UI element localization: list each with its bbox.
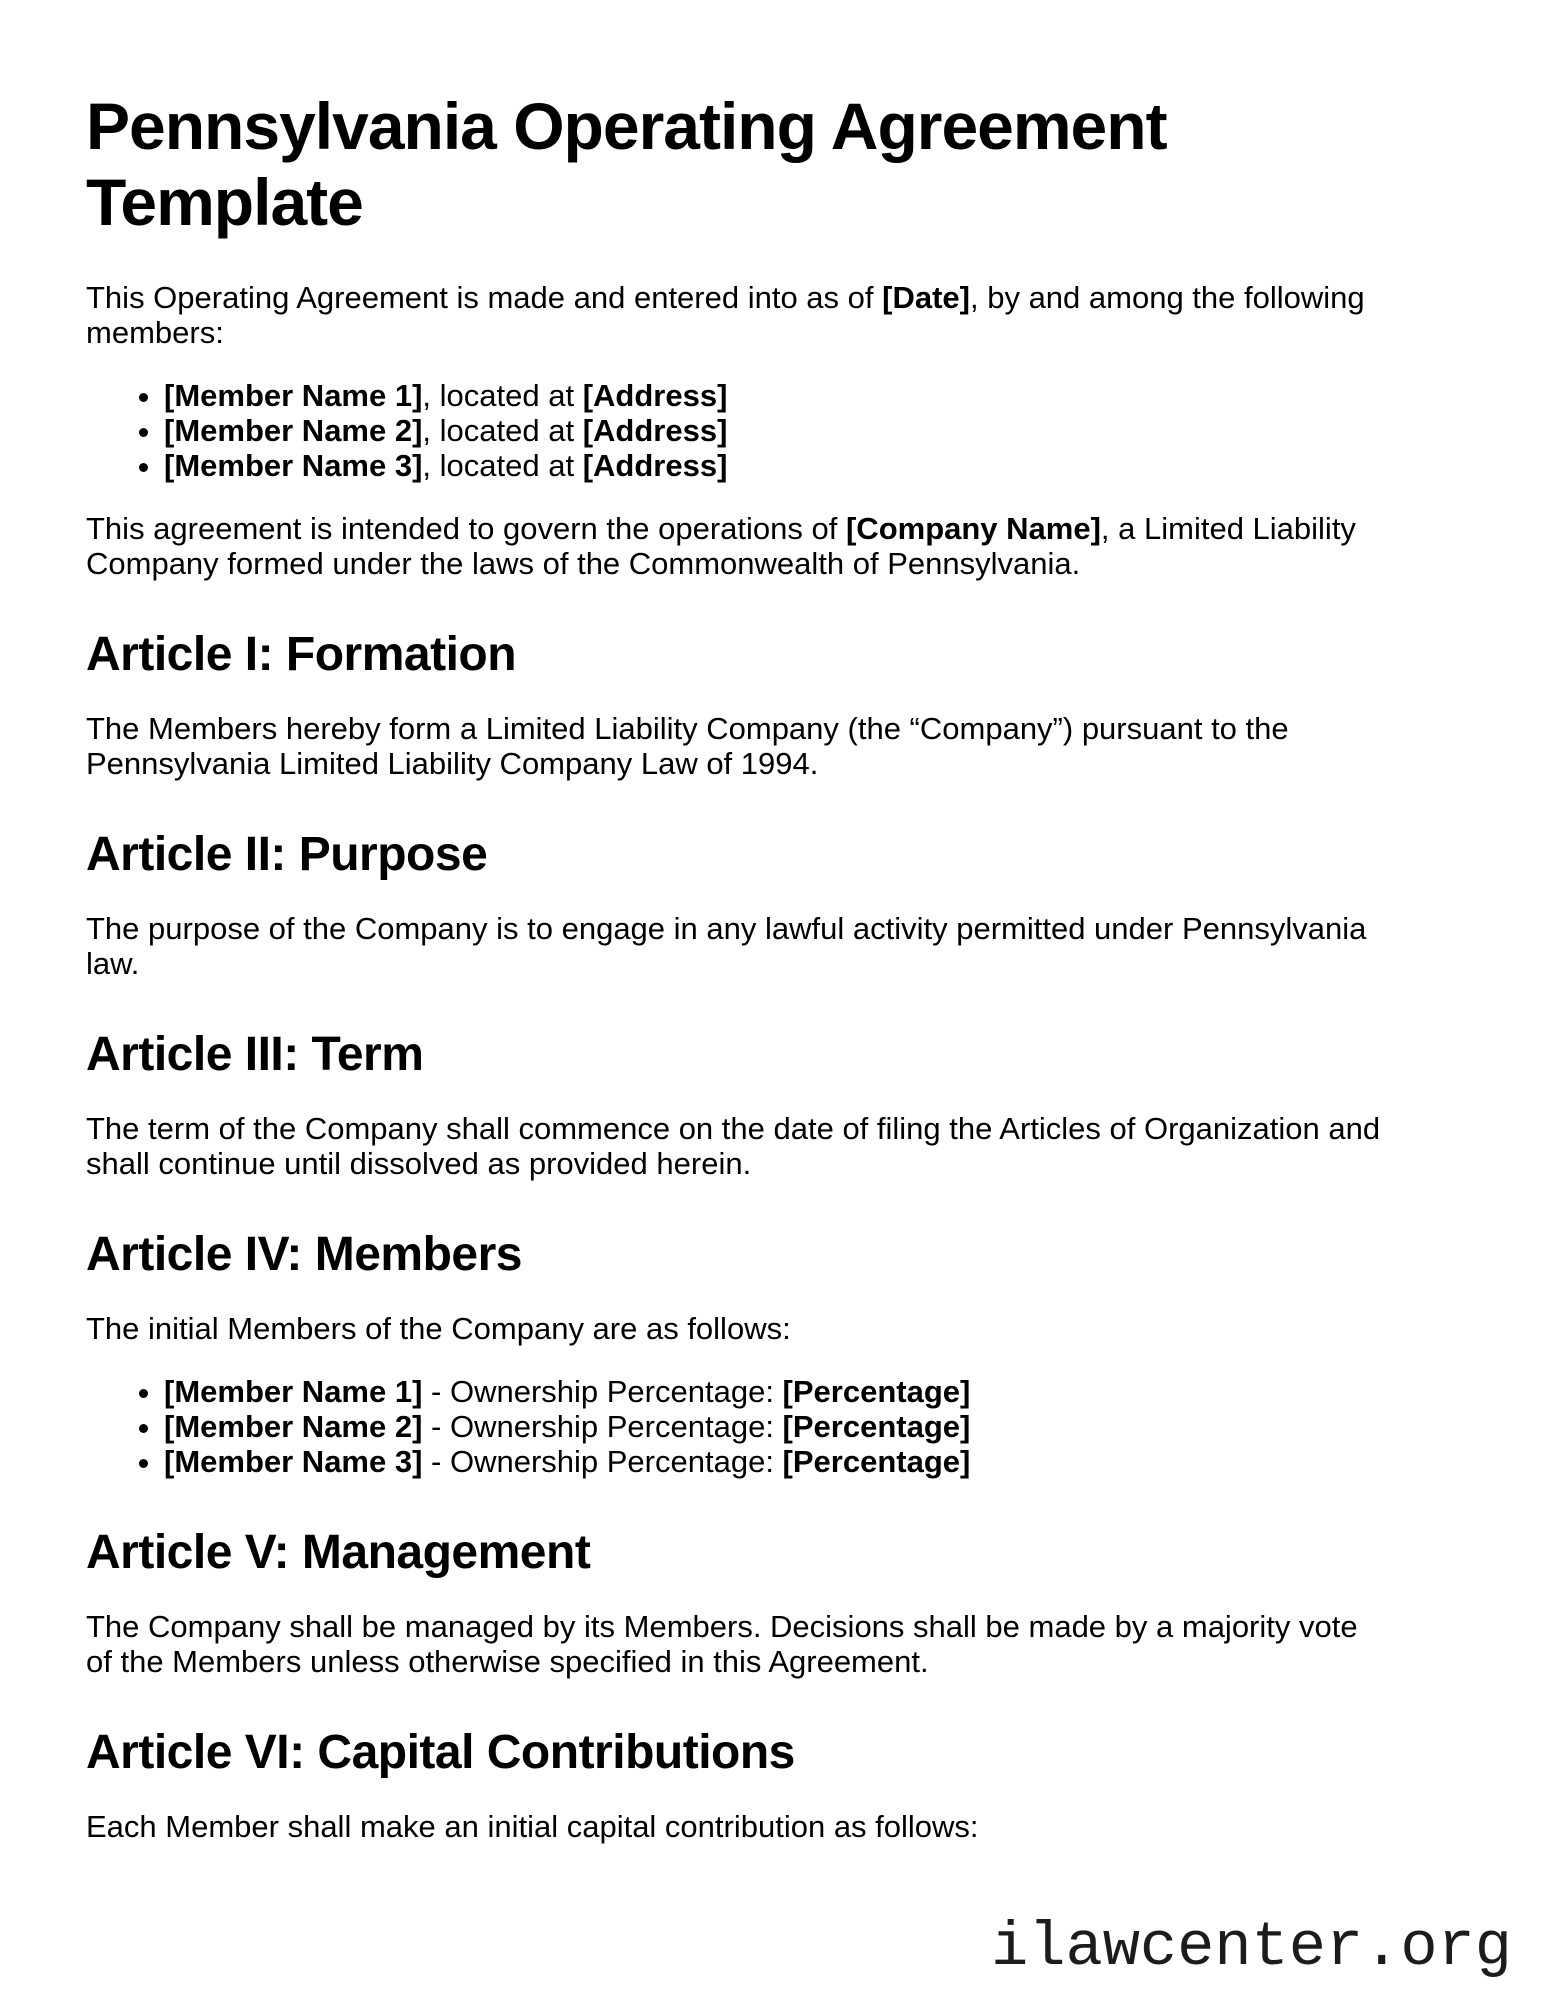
article-section-formation: [86, 627, 1386, 781]
percentage-placeholder: [Percentage]: [782, 1374, 971, 1409]
member-name-placeholder: [Member Name 1]: [164, 1374, 423, 1409]
governing-text-before: This agreement is intended to govern the operations of: [86, 511, 846, 546]
ownership-separator-text: - Ownership Percentage:: [422, 1374, 783, 1409]
governing-paragraph: [86, 511, 1386, 581]
article-heading: Article I: Formation: [86, 628, 517, 681]
member-list-item: [164, 413, 1386, 448]
document-content: [86, 88, 1386, 1844]
article-section-term: [86, 1027, 1386, 1181]
percentage-placeholder: [Percentage]: [782, 1409, 971, 1444]
article-body: The purpose of the Company is to engage in any lawful activity permitted under Pennsylvania law.: [86, 911, 1367, 981]
ownership-list: [86, 1374, 1386, 1479]
article-section-members: [86, 1227, 1386, 1479]
article-body: The term of the Company shall commence on the date of filing the Articles of Organization and shall continue until dissolved as provided herein.: [86, 1111, 1381, 1181]
company-name-placeholder: [Company Name]: [845, 511, 1101, 546]
article-heading: Article V: Management: [86, 1526, 591, 1579]
article-body: Each Member shall make an initial capital contribution as follows:: [86, 1809, 979, 1844]
member-separator-text: , located at: [422, 378, 583, 413]
article-section-purpose: [86, 827, 1386, 981]
article-heading: Article III: Term: [86, 1028, 424, 1081]
governing-text-after: , a Limited Liability Company formed under the laws of the Commonwealth of Pennsylvania.: [86, 511, 1356, 581]
article-heading: Article VI: Capital Contributions: [86, 1726, 795, 1779]
member-list-item: [164, 378, 1386, 413]
ownership-list-item: [164, 1444, 1386, 1479]
ownership-list-item: [164, 1409, 1386, 1444]
document-title: Pennsylvania Operating Agreement Template: [86, 89, 1167, 239]
address-placeholder: [Address]: [582, 413, 728, 448]
member-separator-text: , located at: [422, 413, 583, 448]
ownership-separator-text: - Ownership Percentage:: [422, 1444, 783, 1479]
percentage-placeholder: [Percentage]: [782, 1444, 971, 1479]
article-heading: Article IV: Members: [86, 1228, 522, 1281]
intro-text-before-date: This Operating Agreement is made and entered into as of: [86, 280, 883, 315]
member-separator-text: , located at: [422, 448, 583, 483]
article-body: The Company shall be managed by its Members. Decisions shall be made by a majority vote of the Members unless otherwise specified in this Agreement.: [86, 1609, 1358, 1679]
article-heading: Article II: Purpose: [86, 828, 488, 881]
intro-paragraph: [86, 280, 1386, 350]
date-placeholder: [Date]: [882, 280, 970, 315]
intro-text-after-date: , by and among the following members:: [86, 280, 1365, 350]
article-body: The initial Members of the Company are as follows:: [86, 1311, 791, 1346]
members-list: [86, 378, 1386, 483]
member-name-placeholder: [Member Name 2]: [164, 1409, 423, 1444]
member-name-placeholder: [Member Name 3]: [164, 1444, 423, 1479]
article-section-management: [86, 1525, 1386, 1679]
member-name-placeholder: [Member Name 3]: [164, 448, 423, 483]
member-name-placeholder: [Member Name 2]: [164, 413, 423, 448]
address-placeholder: [Address]: [582, 378, 728, 413]
member-list-item: [164, 448, 1386, 483]
address-placeholder: [Address]: [582, 448, 728, 483]
watermark: ilawcenter.org: [991, 1912, 1512, 1983]
ownership-list-item: [164, 1374, 1386, 1409]
article-section-capital-contributions: [86, 1725, 1386, 1844]
ownership-separator-text: - Ownership Percentage:: [422, 1409, 783, 1444]
article-body: The Members hereby form a Limited Liability Company (the “Company”) pursuant to the Pennsylvania Limited Liability Company Law of 1994.: [86, 711, 1289, 781]
member-name-placeholder: [Member Name 1]: [164, 378, 423, 413]
